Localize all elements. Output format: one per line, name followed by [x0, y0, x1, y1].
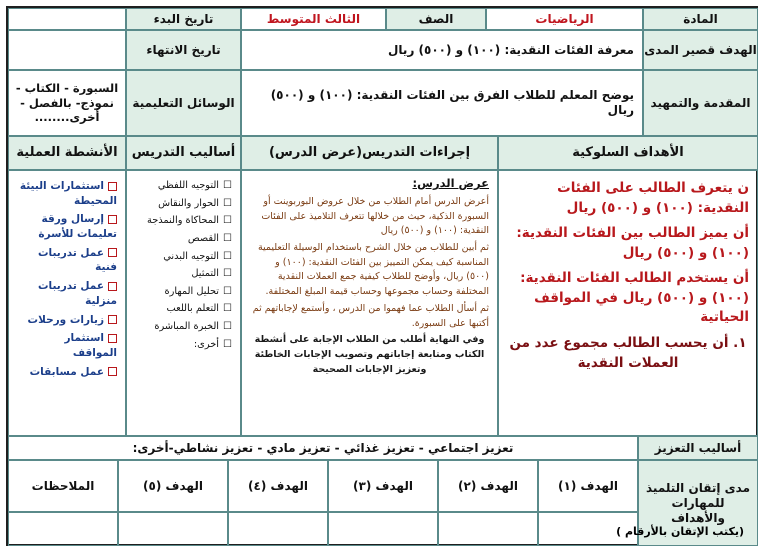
mastery-note: ( يكتب الإتقان بالأرقام) [616, 525, 744, 538]
procedure-paragraph: أعرض الدرس أمام الطلاب من خلال عروض البوربوينت أو السبورة الذكية، حيث من خلالها تتعرف التلاميذ على الفئات النقدية: (١٠٠) و (٥٠٠) ريال [261, 195, 489, 237]
activity-checkbox[interactable]: استثمارات البيئة المحيطة [17, 179, 117, 208]
goal-1-header: الهدف (١) [538, 460, 638, 512]
goal-2-score[interactable] [438, 512, 538, 546]
goal-3-header: الهدف (٣) [328, 460, 438, 512]
goal-4-header: الهدف (٤) [228, 460, 328, 512]
goal-3-score[interactable] [328, 512, 438, 546]
short-goal-label: الهدف قصير المدى [643, 30, 758, 70]
objective-item: ١. أن يحسب الطالب مجموع عدد من العملات النقدية [509, 334, 747, 371]
method-checkbox[interactable]: ☐ أخرى: [135, 336, 232, 354]
method-checkbox[interactable]: ☐ المحاكاة والنمذجة [135, 212, 232, 230]
activity-checkbox[interactable]: عمل مسابقات [17, 365, 117, 380]
notes-value[interactable] [8, 512, 118, 546]
end-date-value[interactable] [8, 30, 126, 70]
procedure-paragraph: ثم أسأل الطلاب عما فهموا من الدرس ، وأستمع لإجاباتهم ثم أكتبها على السبورة. [252, 302, 489, 329]
goal-4-score[interactable] [228, 512, 328, 546]
procedures-title: عرض الدرس: [412, 176, 489, 190]
method-checkbox[interactable]: ☐ تحليل المهارة [135, 283, 232, 301]
start-date-label: تاريخ البدء [126, 8, 241, 30]
teaching-aids-value: السبورة - الكتاب - نموذج- بالفصل - أخرى........ [8, 70, 126, 136]
mastery-label-text: مدى إتقان التلميذ للمهارات والأهداف [645, 480, 750, 525]
goal-5-score[interactable] [118, 512, 228, 546]
procedures-header: إجراءات التدريس(عرض الدرس) [241, 136, 498, 170]
end-date-label: تاريخ الانتهاء [126, 30, 241, 70]
activity-checkbox[interactable]: عمل تدريبات منزلية [17, 279, 117, 308]
objective-item: أن يميز الطالب بين الفئات النقدية: (١٠٠) و (٥٠٠) ريال [516, 225, 749, 261]
reinforcement-label: أساليب التعزيز [638, 436, 758, 460]
subject-value: الرياضيات [486, 8, 643, 30]
activity-checkbox[interactable]: إرسال ورقة تعليمات للأسرة [17, 212, 117, 241]
activities-header: الأنشطة العملية [8, 136, 126, 170]
start-date-value[interactable] [8, 8, 126, 30]
method-checkbox[interactable]: ☐ التمثيل [135, 265, 232, 283]
grade-value: الثالث المتوسط [241, 8, 386, 30]
methods-list [126, 170, 241, 436]
method-checkbox[interactable]: ☐ الخبرة المباشرة [135, 318, 232, 336]
method-checkbox[interactable]: ☐ التعلم باللعب [135, 300, 232, 318]
method-checkbox[interactable]: ☐ القصص [135, 230, 232, 248]
activities-list [8, 170, 126, 436]
methods-header: أساليب التدريس [126, 136, 241, 170]
method-checkbox[interactable]: ☐ التوجيه اللفظي [135, 177, 232, 195]
notes-header: الملاحظات [8, 460, 118, 512]
procedures-body [241, 170, 498, 436]
subject-label: المادة [643, 8, 758, 30]
method-checkbox[interactable]: ☐ الحوار والنقاش [135, 195, 232, 213]
procedure-paragraph: ثم أبين للطلاب من خلال الشرح باستخدام الوسيلة التعليمية المناسبة كيف يمكن التمييز بين الفئات النقدية: (١٠٠) و (٥٠٠) ريال، وأوضح للطلاب كيفية جمع العملات النقدية المختلفة وحساب مجموعها وحساب قيمة المبلغ المختلفة. [257, 241, 489, 298]
method-checkbox[interactable]: ☐ التوجيه البدني [135, 248, 232, 266]
short-goal-value: معرفة الفئات النقدية: (١٠٠) و (٥٠٠) ريال [241, 30, 643, 70]
activity-checkbox[interactable]: عمل تدريبات فنية [17, 246, 117, 275]
objective-item: ن يتعرف الطالب على الفئات النقدية: (١٠٠) و (٥٠٠) ريال [557, 180, 749, 216]
objective-item: أن يستخدم الطالب الفئات النقدية: (١٠٠) و (٥٠٠) ريال في المواقف الحياتية [520, 270, 749, 326]
goal-2-header: الهدف (٢) [438, 460, 538, 512]
reinforcement-value: تعزيز اجتماعي - تعزيز غذائي - تعزيز مادي - تعزيز نشاطي-أخرى: [8, 436, 638, 460]
goal-5-header: الهدف (٥) [118, 460, 228, 512]
lesson-plan-table [6, 6, 758, 546]
intro-label: المقدمة والتمهيد [643, 70, 758, 136]
intro-value: يوضح المعلم للطلاب الفرق بين الفئات النقدية: (١٠٠) و (٥٠٠) ريال [241, 70, 643, 136]
activity-checkbox[interactable]: زيارات ورحلات [17, 313, 117, 328]
teaching-aids-label: الوسائل التعليمية [126, 70, 241, 136]
grade-label: الصف [386, 8, 486, 30]
objectives-list [498, 170, 758, 436]
objectives-header: الأهداف السلوكية [498, 136, 758, 170]
activity-checkbox[interactable]: استثمار المواقف [17, 331, 117, 360]
procedure-paragraph: وفي النهاية أطلب من الطلاب الإجابة على أنشطة الكتاب ومتابعة إجاباتهم وتصويب الإجابات الخاطئة وتعزيز الإجابات الصحيحة [254, 334, 485, 375]
